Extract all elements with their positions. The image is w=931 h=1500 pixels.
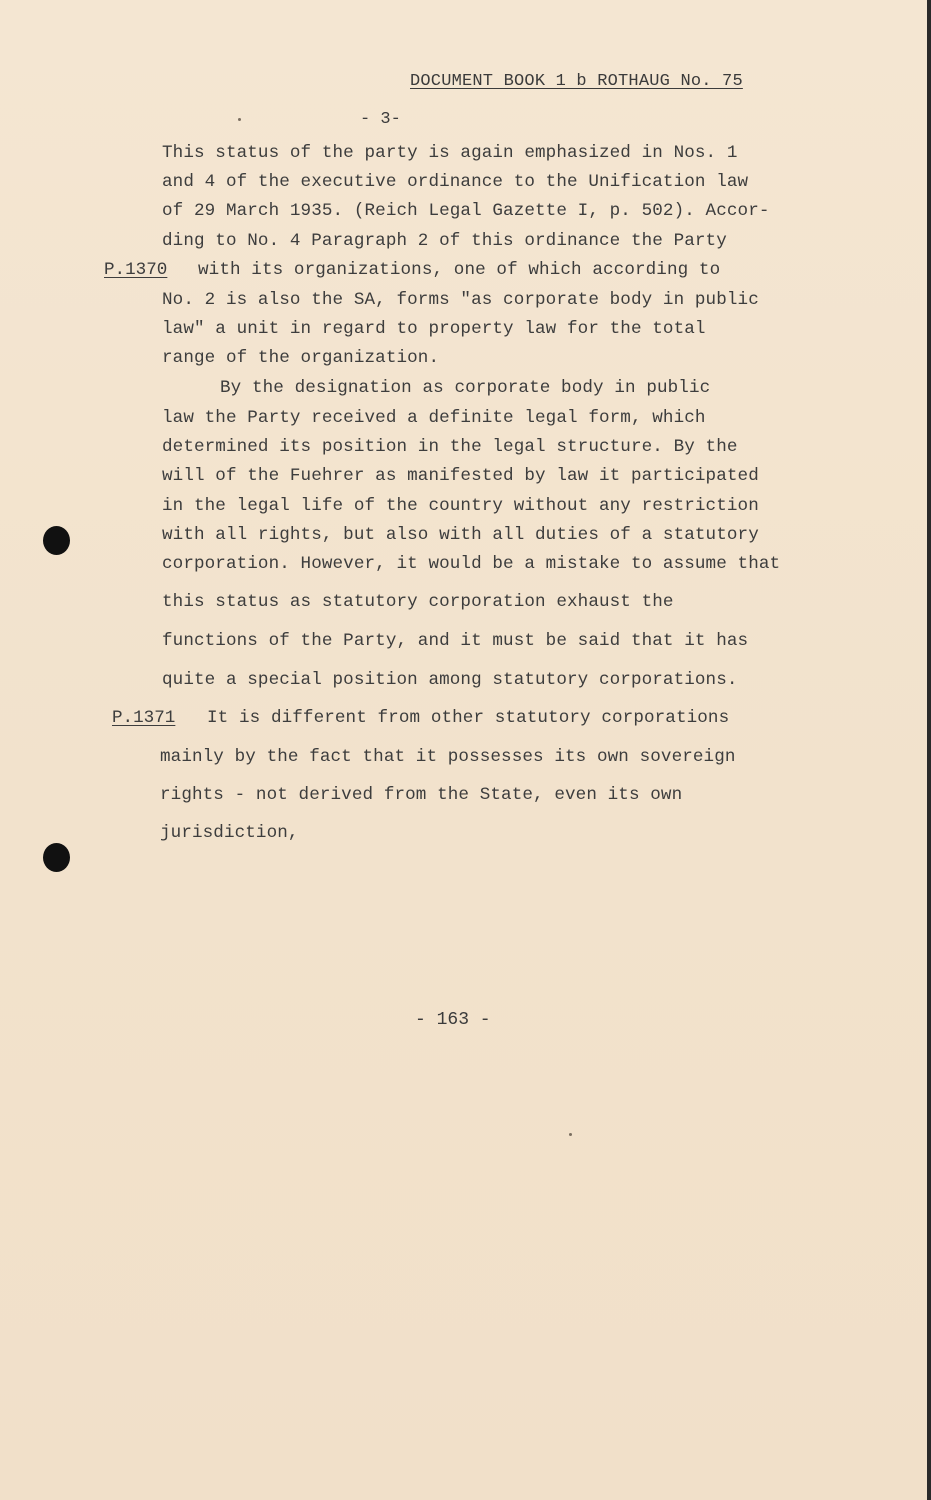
paper-speck (569, 1133, 572, 1136)
paper-speck (238, 118, 241, 121)
body-line: ding to No. 4 Paragraph 2 of this ordinance the Party (162, 231, 727, 251)
punch-hole-icon (43, 526, 70, 555)
body-line: in the legal life of the country without any restriction (162, 496, 759, 516)
body-line: this status as statutory corporation exhaust the (162, 592, 674, 612)
body-line: with its organizations, one of which according to (198, 260, 721, 280)
page-edge (927, 0, 931, 1500)
body-line: functions of the Party, and it must be said that it has (162, 631, 749, 651)
body-line: range of the organization. (162, 348, 440, 368)
margin-reference-p1370: P.1370 (104, 260, 168, 280)
body-line: of 29 March 1935. (Reich Legal Gazette I, p. 502). Accor- (162, 201, 770, 221)
body-line: mainly by the fact that it possesses its own sovereign (160, 747, 736, 767)
body-line: quite a special position among statutory corporations. (162, 670, 738, 690)
page-number: - 163 - (415, 1010, 491, 1030)
body-line: corporation. However, it would be a mistake to assume that (162, 554, 781, 574)
body-line: rights - not derived from the State, even its own (160, 785, 683, 805)
body-line: law" a unit in regard to property law for the total (162, 319, 706, 339)
body-line: It is different from other statutory corporations (207, 708, 730, 728)
body-line: will of the Fuehrer as manifested by law it participated (162, 466, 759, 486)
document-book-header: DOCUMENT BOOK 1 b ROTHAUG No. 75 (410, 72, 743, 91)
margin-reference-p1371: P.1371 (112, 708, 176, 728)
body-line: By the designation as corporate body in public (220, 378, 711, 398)
body-line: jurisdiction, (160, 823, 299, 843)
body-line: determined its position in the legal structure. By the (162, 437, 738, 457)
body-line: with all rights, but also with all duties of a statutory (162, 525, 759, 545)
body-line: law the Party received a definite legal form, which (162, 408, 706, 428)
punch-hole-icon (43, 843, 70, 872)
body-line: and 4 of the executive ordinance to the Unification law (162, 172, 749, 192)
body-line: This status of the party is again emphasized in Nos. 1 (162, 143, 738, 163)
page-marker: - 3- (360, 110, 401, 129)
body-line: No. 2 is also the SA, forms "as corporate body in public (162, 290, 759, 310)
